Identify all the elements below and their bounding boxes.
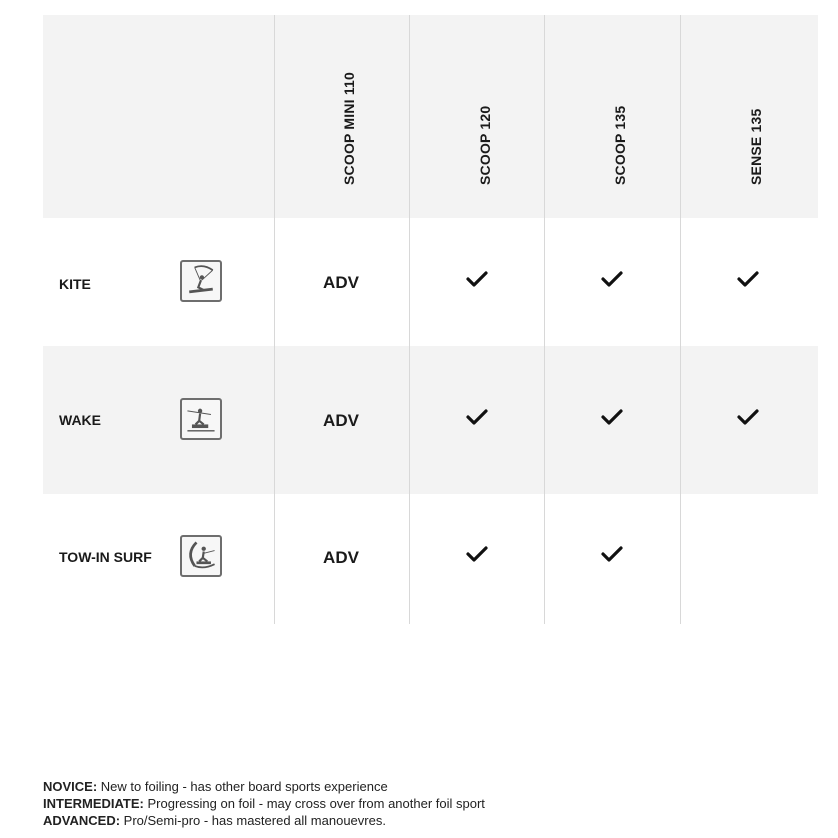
column-divider bbox=[544, 15, 545, 624]
column-divider bbox=[274, 15, 275, 624]
skill-level-legend bbox=[43, 778, 485, 829]
column-header-label: SCOOP MINI 110 bbox=[341, 71, 357, 185]
table-row-wake bbox=[43, 346, 818, 494]
checkmark-icon bbox=[718, 407, 778, 432]
wakeboarder-icon bbox=[180, 398, 222, 440]
header-row bbox=[43, 15, 818, 218]
column-header-scoop-120 bbox=[457, 15, 497, 218]
legend-item-intermediate: INTERMEDIATE: Progressing on foil - may cross over from another foil sport bbox=[43, 796, 485, 811]
row-label-kite: KITE bbox=[59, 276, 91, 292]
column-header-sense-135 bbox=[728, 15, 768, 218]
compatibility-table bbox=[43, 15, 818, 624]
cell-adv: ADV bbox=[323, 548, 359, 567]
column-divider bbox=[409, 15, 410, 624]
row-label-tow-in-surf: TOW-IN SURF bbox=[59, 549, 152, 565]
checkmark-icon bbox=[447, 544, 507, 569]
column-header-scoop-mini-110 bbox=[321, 15, 361, 218]
column-divider bbox=[680, 15, 681, 624]
checkmark-icon bbox=[447, 269, 507, 294]
table-row-tow-in-surf bbox=[43, 494, 818, 624]
checkmark-icon bbox=[718, 269, 778, 294]
column-header-label: SCOOP 135 bbox=[612, 105, 628, 185]
column-header-scoop-135 bbox=[592, 15, 632, 218]
legend-item-novice: NOVICE: New to foiling - has other board sports experience bbox=[43, 779, 388, 794]
table-row-kite bbox=[43, 218, 818, 346]
checkmark-icon bbox=[582, 544, 642, 569]
column-header-label: SENSE 135 bbox=[748, 108, 764, 185]
checkmark-icon bbox=[582, 407, 642, 432]
tow-in-surfer-icon bbox=[180, 535, 222, 577]
cell-adv: ADV bbox=[323, 411, 359, 430]
legend-item-advanced: ADVANCED: Pro/Semi-pro - has mastered all manouevres. bbox=[43, 813, 386, 828]
kitesurfer-icon bbox=[180, 260, 222, 302]
column-header-label: SCOOP 120 bbox=[477, 105, 493, 185]
checkmark-icon bbox=[582, 269, 642, 294]
cell-adv: ADV bbox=[323, 273, 359, 292]
checkmark-icon bbox=[447, 407, 507, 432]
row-label-wake: WAKE bbox=[59, 412, 101, 428]
